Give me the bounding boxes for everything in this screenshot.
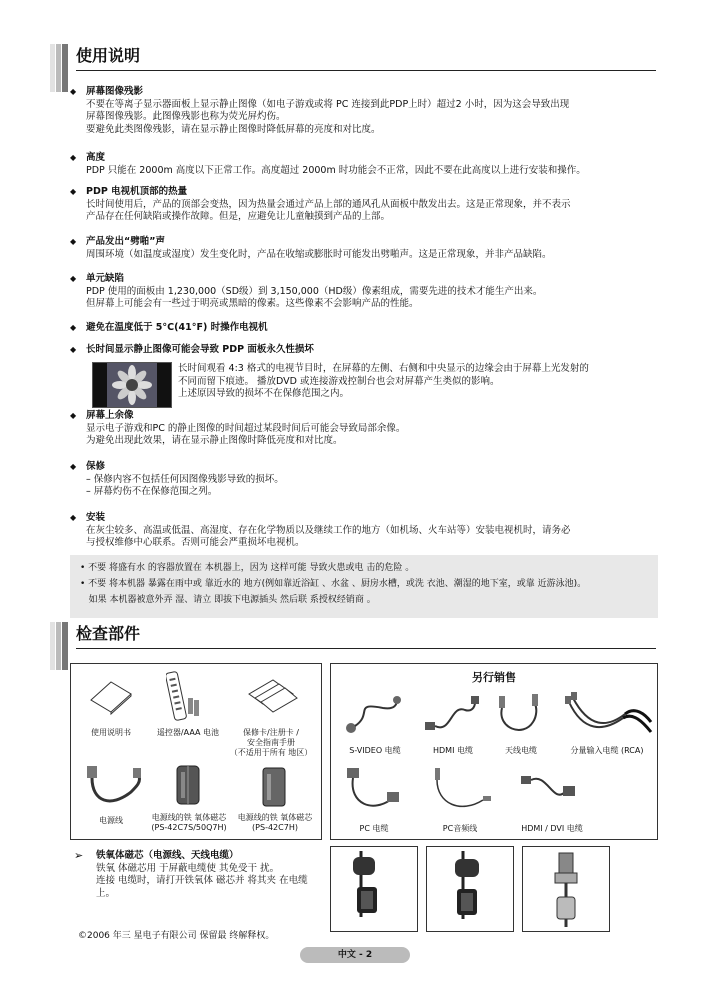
bullet-icon: ◆	[70, 153, 77, 162]
bullet-icon: ◆	[70, 274, 77, 283]
pc-cable-icon	[343, 764, 405, 816]
antenna-cable-icon	[493, 692, 545, 740]
bullet-icon: ◆	[70, 87, 77, 96]
list-item: ◆ 安装 在灰尘较多、高温或低温、高湿度、存在化学物质以及继续工作的地方（如机场、火车站等）安装电视机时，请务必 与授权维修中心联系。否则可能会严重损坏电视机。	[70, 512, 571, 548]
warning-box: • 不要 将盛有水 的容器放置在 本机器上，因为 这样可能 导致火患或电 击的危险 。 • 不要 将本机器 暴露在雨中或 靠近水的 地方(例如靠近浴缸 、水盆 、厨房水槽，或洗 衣池、潮湿的地下室，或靠 近游泳池)。 如果 本机器被意外弄 湿、请立 即拔下电源插头 然后联 系授权经销商 。	[70, 555, 658, 618]
list-item: ◆ PDP 电视机顶部的热量 长时间使用后，产品的顶部会变热，因为热量会通过产品上部的通风孔从面板中散发出去。这是正常现象，并不表示 产品存在任何缺陷或操作故障。但是，应避免让儿童触摸到产品的上部。	[70, 186, 571, 222]
list-item: ◆ 屏幕上余像 显示电子游戏和PC 的静止图像的时间超过某段时间后可能会导致局部余像。 为避免出现此效果，请在显示静止图像时降低亮度和对比度。	[70, 410, 406, 446]
manual-icon	[89, 676, 133, 716]
power-cord-icon	[81, 762, 145, 812]
warranty-card-icon	[247, 676, 299, 716]
list-item: ◆ 长时间显示静止图像可能会导致 PDP 面板永久性损坏 长时间观看 4:3 格式的电视节目时，在屏幕的左侧、右侧和中央显示的边缘会由于屏幕上光发射的 不同而留下痕迹。 播放DVD 或连接游戏控制台也会对屏幕产生类似的影响。 上述原因导致的损坏不在保修范围之内。	[70, 344, 660, 357]
sold-separately-box: 另行销售 S-VIDEO 电缆 HDMI 电缆 天线电缆 分量输入电缆 (RCA) PC 电缆 PC音频线 HDMI / DVI 电缆	[330, 663, 658, 840]
arrow-icon: ➢	[74, 849, 84, 862]
bullet-icon: ◆	[70, 237, 77, 246]
ferrite-photo-antenna	[522, 846, 610, 932]
bullet-icon: ◆	[70, 513, 77, 522]
hdmi-cable-icon	[421, 694, 483, 738]
list-item: ◆ 产品发出“劈啪”声 周围环境（如温度或湿度）发生变化时，产品在收缩或膨胀时可能发出劈啪声。这是正常现象，并非产品缺陷。	[70, 236, 552, 260]
ferrite-photo-cable	[426, 846, 514, 932]
ferrite-core-icon	[261, 764, 287, 810]
ferrite-note: ➢ 铁氧体磁芯（电源线、天线电缆） 铁氧 体磁芯用 于屏蔽电缆使 其免受干 扰。 连接 电缆时，请打开铁氧体 磁芯并 将其夹 在电缆 上。	[74, 849, 308, 899]
list-item: ◆ 避免在温度低于 5°C(41°F) 时操作电视机	[70, 322, 268, 333]
ferrite-photo-power-cord	[330, 846, 418, 932]
section-title: 检查部件	[76, 624, 141, 643]
section-header-usage	[50, 44, 656, 92]
pc-audio-cable-icon	[431, 764, 493, 816]
list-item: ◆ 单元缺陷 PDP 使用的面板由 1,230,000（SD级）到 3,150,000（HD级）像素组成，需要先进的技术才能生产出来。 但屏幕上可能会有一些过于明亮或黑暗的像素。这些像素不会影响产品的性能。	[70, 273, 543, 309]
sunflower-image	[92, 362, 172, 408]
page-number: 中文 - 2	[300, 947, 410, 963]
remote-icon	[166, 670, 200, 724]
list-item: ◆ 高度 PDP 只能在 2000m 高度以下正常工作。高度超过 2000m 时功能会不正常，因此不要在此高度以上进行安装和操作。	[70, 152, 586, 176]
bullet-icon: ◆	[70, 462, 77, 471]
bullet-icon: ◆	[70, 187, 77, 196]
included-items-box: 使用说明书 遥控器/AAA 电池 保修卡/注册卡 / 安全指南手册 （不适用于所有 地区） 电源线 电源线的铁 氧体磁芯 (PS-42C7S/50Q7H) 电源线的铁 氧体磁芯 (PS-42C7H)	[70, 663, 322, 840]
section-title: 使用说明	[76, 46, 141, 65]
bullet-icon: ◆	[70, 345, 77, 354]
component-cable-icon	[563, 692, 655, 740]
bullet-icon: ◆	[70, 411, 77, 420]
list-item: ◆ 保修 – 保修内容不包括任何因图像残影导致的损坏。 – 屏幕灼伤不在保修范围之列。	[70, 461, 284, 497]
hdmi-dvi-cable-icon	[517, 768, 579, 812]
sold-separately-title: 另行销售	[472, 671, 516, 684]
svideo-cable-icon	[343, 694, 405, 738]
list-item: ◆ 屏幕图像残影 不要在等离子显示器面板上显示静止图像（如电子游戏或将 PC 连接到此PDP上时）超过2 小时，因为这会导致出现 屏幕图像残影。此图像残影也称为荧光屏灼伤。 要避免此类图像残影，请在显示静止图像时降低屏幕的亮度和对比度。	[70, 86, 570, 135]
bullet-icon: ◆	[70, 323, 77, 332]
copyright: ©2006 年三 星电子有限公司 保留最 终解释权。	[78, 931, 275, 941]
ferrite-core-icon	[175, 762, 201, 808]
